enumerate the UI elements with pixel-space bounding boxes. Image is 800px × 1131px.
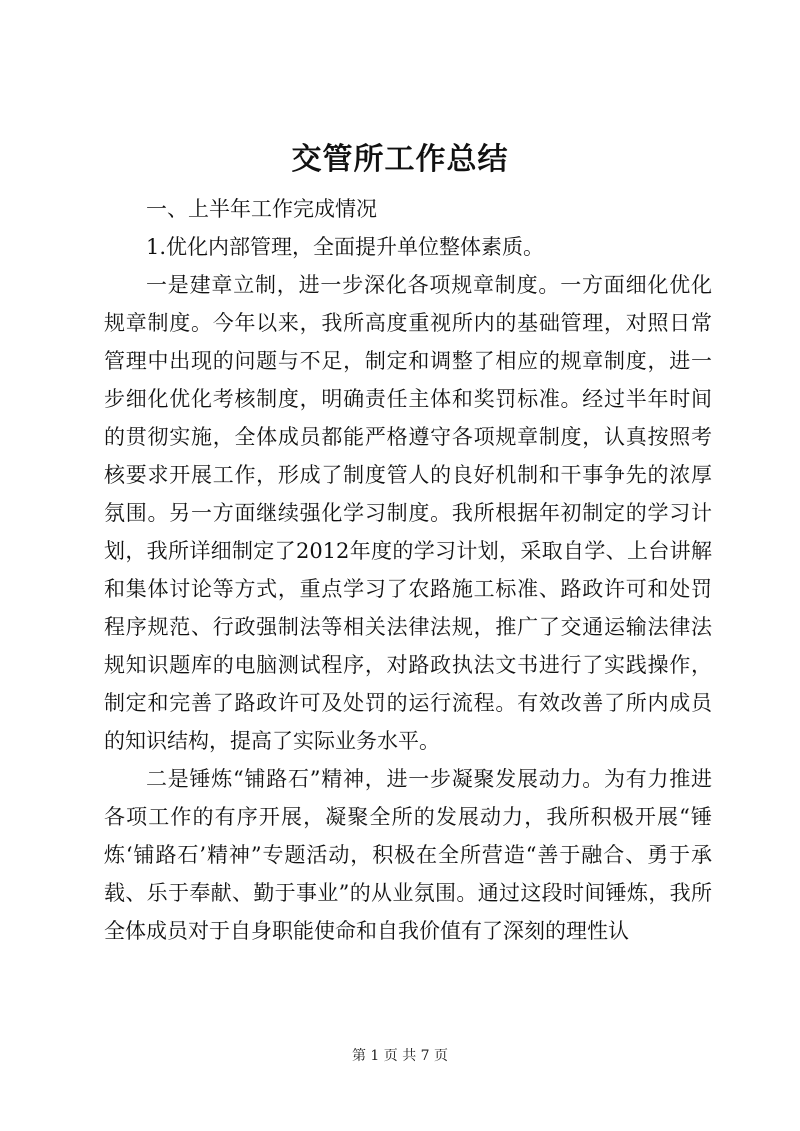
section-heading: 一、上半年工作完成情况 [146,197,377,221]
subsection-heading: 1.优化内部管理，全面提升单位整体素质。 [146,235,545,259]
document-title: 交管所工作总结 [291,142,509,177]
body-paragraph: 二是锤炼“铺路石”精神，进一步凝聚发展动力。为有力推进各项工作的有序开展，凝聚全所的发展动力，我所积极开展“锤炼‘铺路石’精神”专题活动，积极在全所营造“善于融合、勇于承载、乐于奉献、勤于事业”的从业氛围。通过这段时间锤炼，我所全体成员对于自身职能使命和自我价值有了深刻的理性认 [104,767,712,943]
page-footer: 第 1 页 共 7 页 [351,1048,449,1064]
document-body [104,190,712,950]
body-paragraph: 一是建章立制，进一步深化各项规章制度。一方面细化优化规章制度。今年以来，我所高度重视所内的基础管理，对照日常管理中出现的问题与不足，制定和调整了相应的规章制度，进一步细化优化考核制度，明确责任主体和奖罚标准。经过半年时间的贯彻实施，全体成员都能严格遵守各项规章制度，认真按照考核要求开展工作，形成了制度管人的良好机制和干事争先的浓厚氛围。另一方面继续强化学习制度。我所根据年初制定的学习计划，我所详细制定了2012年度的学习计划，采取自学、上台讲解和集体讨论等方式，重点学习了农路施工标准、路政许可和处罚程序规范、行政强制法等相关法律法规，推广了交通运输法律法规知识题库的电脑测试程序，对路政执法文书进行了实践操作，制定和完善了路政许可及处罚的运行流程。有效改善了所内成员的知识结构，提高了实际业务水平。 [104,273,712,753]
